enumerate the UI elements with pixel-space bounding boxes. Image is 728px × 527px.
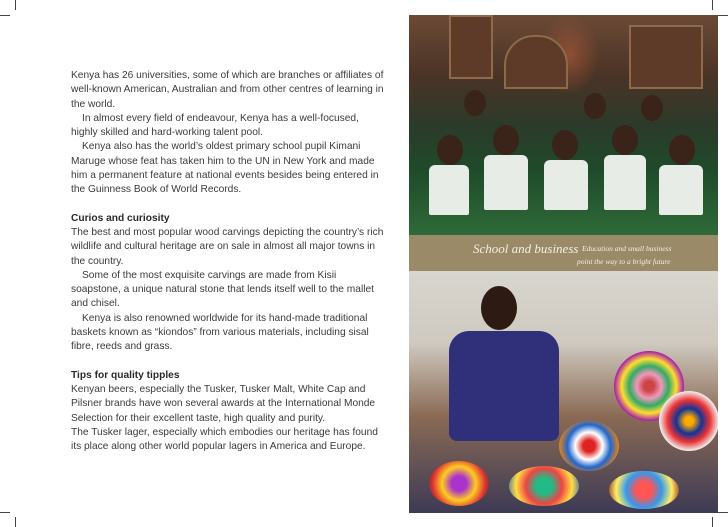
pupil-head [464, 90, 486, 116]
crop-mark-bottom-left-v [15, 517, 16, 527]
caption-title: School and business [473, 241, 579, 256]
pupil-head [641, 95, 663, 121]
paragraph-universities: Kenya has 26 universities, some of which are branches or affiliates of well-known American, Australian and from other centres of learning in the world. [71, 70, 384, 110]
building-window [504, 35, 568, 89]
paragraph-kiondos: Kenya is also renowned worldwide for its hand-made traditional baskets known as “kiondos” from various materials, including sisal fibre, reeds and grass. [71, 312, 369, 353]
crop-mark-bottom-right [718, 512, 728, 513]
paragraph-talent: In almost every field of endeavour, Kenya has a well-focused, highly skilled and hard-working talent pool. [71, 112, 359, 139]
photo-caption-band [409, 235, 718, 271]
crop-mark-top-right-v [712, 0, 713, 10]
pupil-head [493, 125, 519, 155]
crop-mark-bottom-right-v [712, 517, 713, 527]
crop-mark-top-right [718, 15, 728, 16]
paragraph-tusker: The Tusker lager, especially which embodies our heritage has found its place along other world popular lagers in America and Europe. [71, 426, 378, 453]
heading-curios: Curios and curiosity [71, 212, 170, 224]
basket [659, 391, 718, 451]
basket [509, 466, 579, 506]
pupil-head [584, 93, 606, 119]
pupil-shirt [544, 160, 588, 210]
pupil-head [552, 130, 578, 160]
pupil-shirt [604, 155, 646, 210]
paragraph-maruge: Kenya also has the world’s oldest primary school pupil Kimani Maruge whose feat has taken him to the UN in New York and made him a permanent feature at national events besides being entered in the Guinness Book of World Records. [71, 141, 379, 196]
caption-subtitle-line2: point the way to a bright future [577, 257, 671, 266]
photo-basket-seller [409, 271, 718, 513]
caption-subtitle-line1: Education and small business [582, 244, 672, 253]
pupil-head [669, 135, 695, 165]
woman-head [481, 286, 517, 330]
woman-body [449, 331, 559, 441]
photo-schoolchildren [409, 15, 718, 235]
crop-mark-bottom-left [0, 512, 10, 513]
heading-tipples: Tips for quality tipples [71, 369, 180, 381]
pupil-shirt [659, 165, 703, 215]
paragraph-carvings: The best and most popular wood carvings depicting the country’s rich wildlife and cultural heritage are on sale in almost all major towns in the country. [71, 226, 384, 267]
building-window [449, 15, 493, 79]
pupil-head [612, 125, 638, 155]
pupil-head [437, 135, 463, 165]
crop-mark-top-left-v [15, 0, 16, 10]
basket [429, 461, 489, 506]
basket [559, 421, 619, 471]
building-window [629, 25, 703, 89]
pupil-shirt [484, 155, 528, 210]
pupil-shirt [429, 165, 469, 215]
body-text-column [71, 69, 387, 454]
crop-mark-top-left [0, 15, 10, 16]
basket [609, 471, 679, 509]
paragraph-soapstone: Some of the most exquisite carvings are made from Kisii soapstone, a unique natural stone that lends itself well to the mallet and chisel. [71, 269, 374, 310]
paragraph-beers: Kenyan beers, especially the Tusker, Tusker Malt, White Cap and Pilsner brands have won several awards at the International Monde Selection for their excellent taste, high quality and purity. [71, 383, 376, 424]
